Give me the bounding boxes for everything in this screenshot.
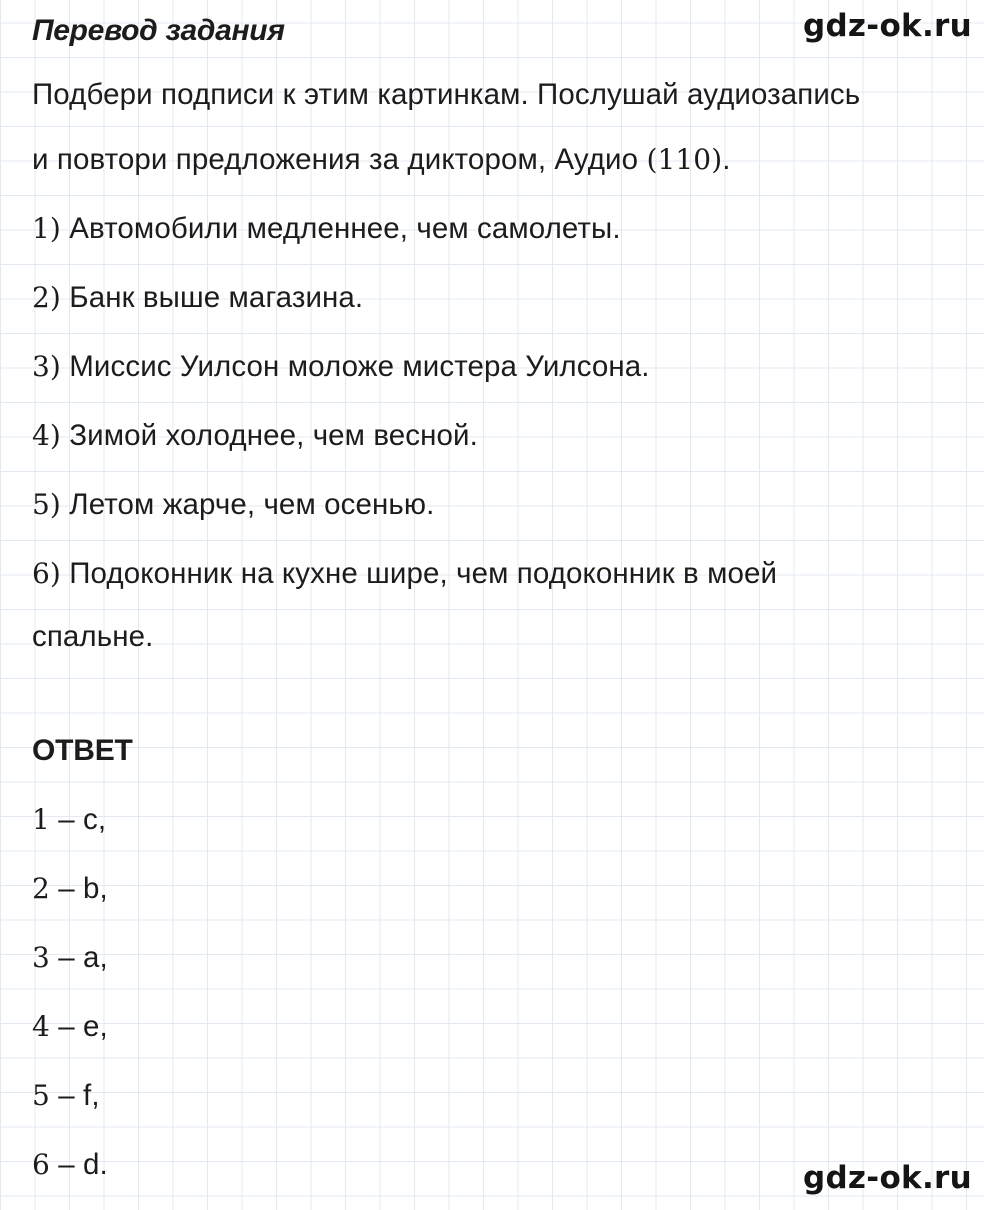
sentence-5 (32, 488, 434, 522)
sentence-number: 2) (32, 281, 61, 314)
watermark-top: gdz-ok.ru (802, 8, 972, 44)
answer-number: 6 (32, 1148, 50, 1181)
answer-item-1 (32, 803, 106, 837)
sentence-6-continuation: спальне. (32, 620, 154, 653)
sentence-text: Зимой холоднее, чем весной. (60, 419, 478, 452)
answer-number: 2 (32, 872, 50, 905)
answer-number: 4 (32, 1010, 50, 1043)
sentence-text: Автомобили медленнее, чем самолеты. (60, 212, 621, 245)
watermark-bottom: gdz-ok.ru (802, 1160, 972, 1196)
instruction-line-1: Подбери подписи к этим картинкам. Послушай аудиозапись (32, 78, 861, 111)
answer-text: – f, (49, 1079, 100, 1112)
sentence-text: Банк выше магазина. (60, 281, 364, 314)
page-title: Перевод задания (32, 14, 285, 47)
answer-item-6 (32, 1148, 108, 1182)
instruction-text: и повтори предложения за диктором, Аудио (32, 143, 647, 176)
answer-number: 5 (32, 1079, 50, 1112)
answer-text: – b, (49, 872, 108, 905)
answer-text: – c, (49, 803, 107, 836)
sentence-text: Миссис Уилсон моложе мистера Уилсона. (60, 350, 650, 383)
answer-heading: ОТВЕТ (32, 734, 133, 767)
answer-text: – a, (49, 941, 108, 974)
sentence-4 (32, 419, 478, 453)
sentence-text: Подоконник на кухне шире, чем подоконник в моей (60, 557, 778, 590)
answer-number: 3 (32, 941, 50, 974)
sentence-text: Летом жарче, чем осенью. (60, 488, 435, 521)
answer-item-5 (32, 1079, 100, 1113)
answer-item-2 (32, 872, 108, 906)
sentence-2 (32, 281, 363, 315)
instruction-period: . (722, 143, 731, 176)
sentence-number: 1) (32, 212, 61, 245)
audio-number: (110) (646, 143, 723, 176)
sentence-number: 4) (32, 419, 61, 452)
answer-item-4 (32, 1010, 108, 1044)
sentence-number: 5) (32, 488, 61, 521)
answer-text: – d. (49, 1148, 108, 1181)
sentence-6 (32, 557, 777, 591)
instruction-line-2 (32, 143, 731, 177)
sentence-1 (32, 212, 621, 246)
sentence-number: 3) (32, 350, 61, 383)
answer-item-3 (32, 941, 108, 975)
sentence-number: 6) (32, 557, 61, 590)
answer-number: 1 (32, 803, 50, 836)
sentence-3 (32, 350, 650, 384)
answer-text: – e, (49, 1010, 108, 1043)
